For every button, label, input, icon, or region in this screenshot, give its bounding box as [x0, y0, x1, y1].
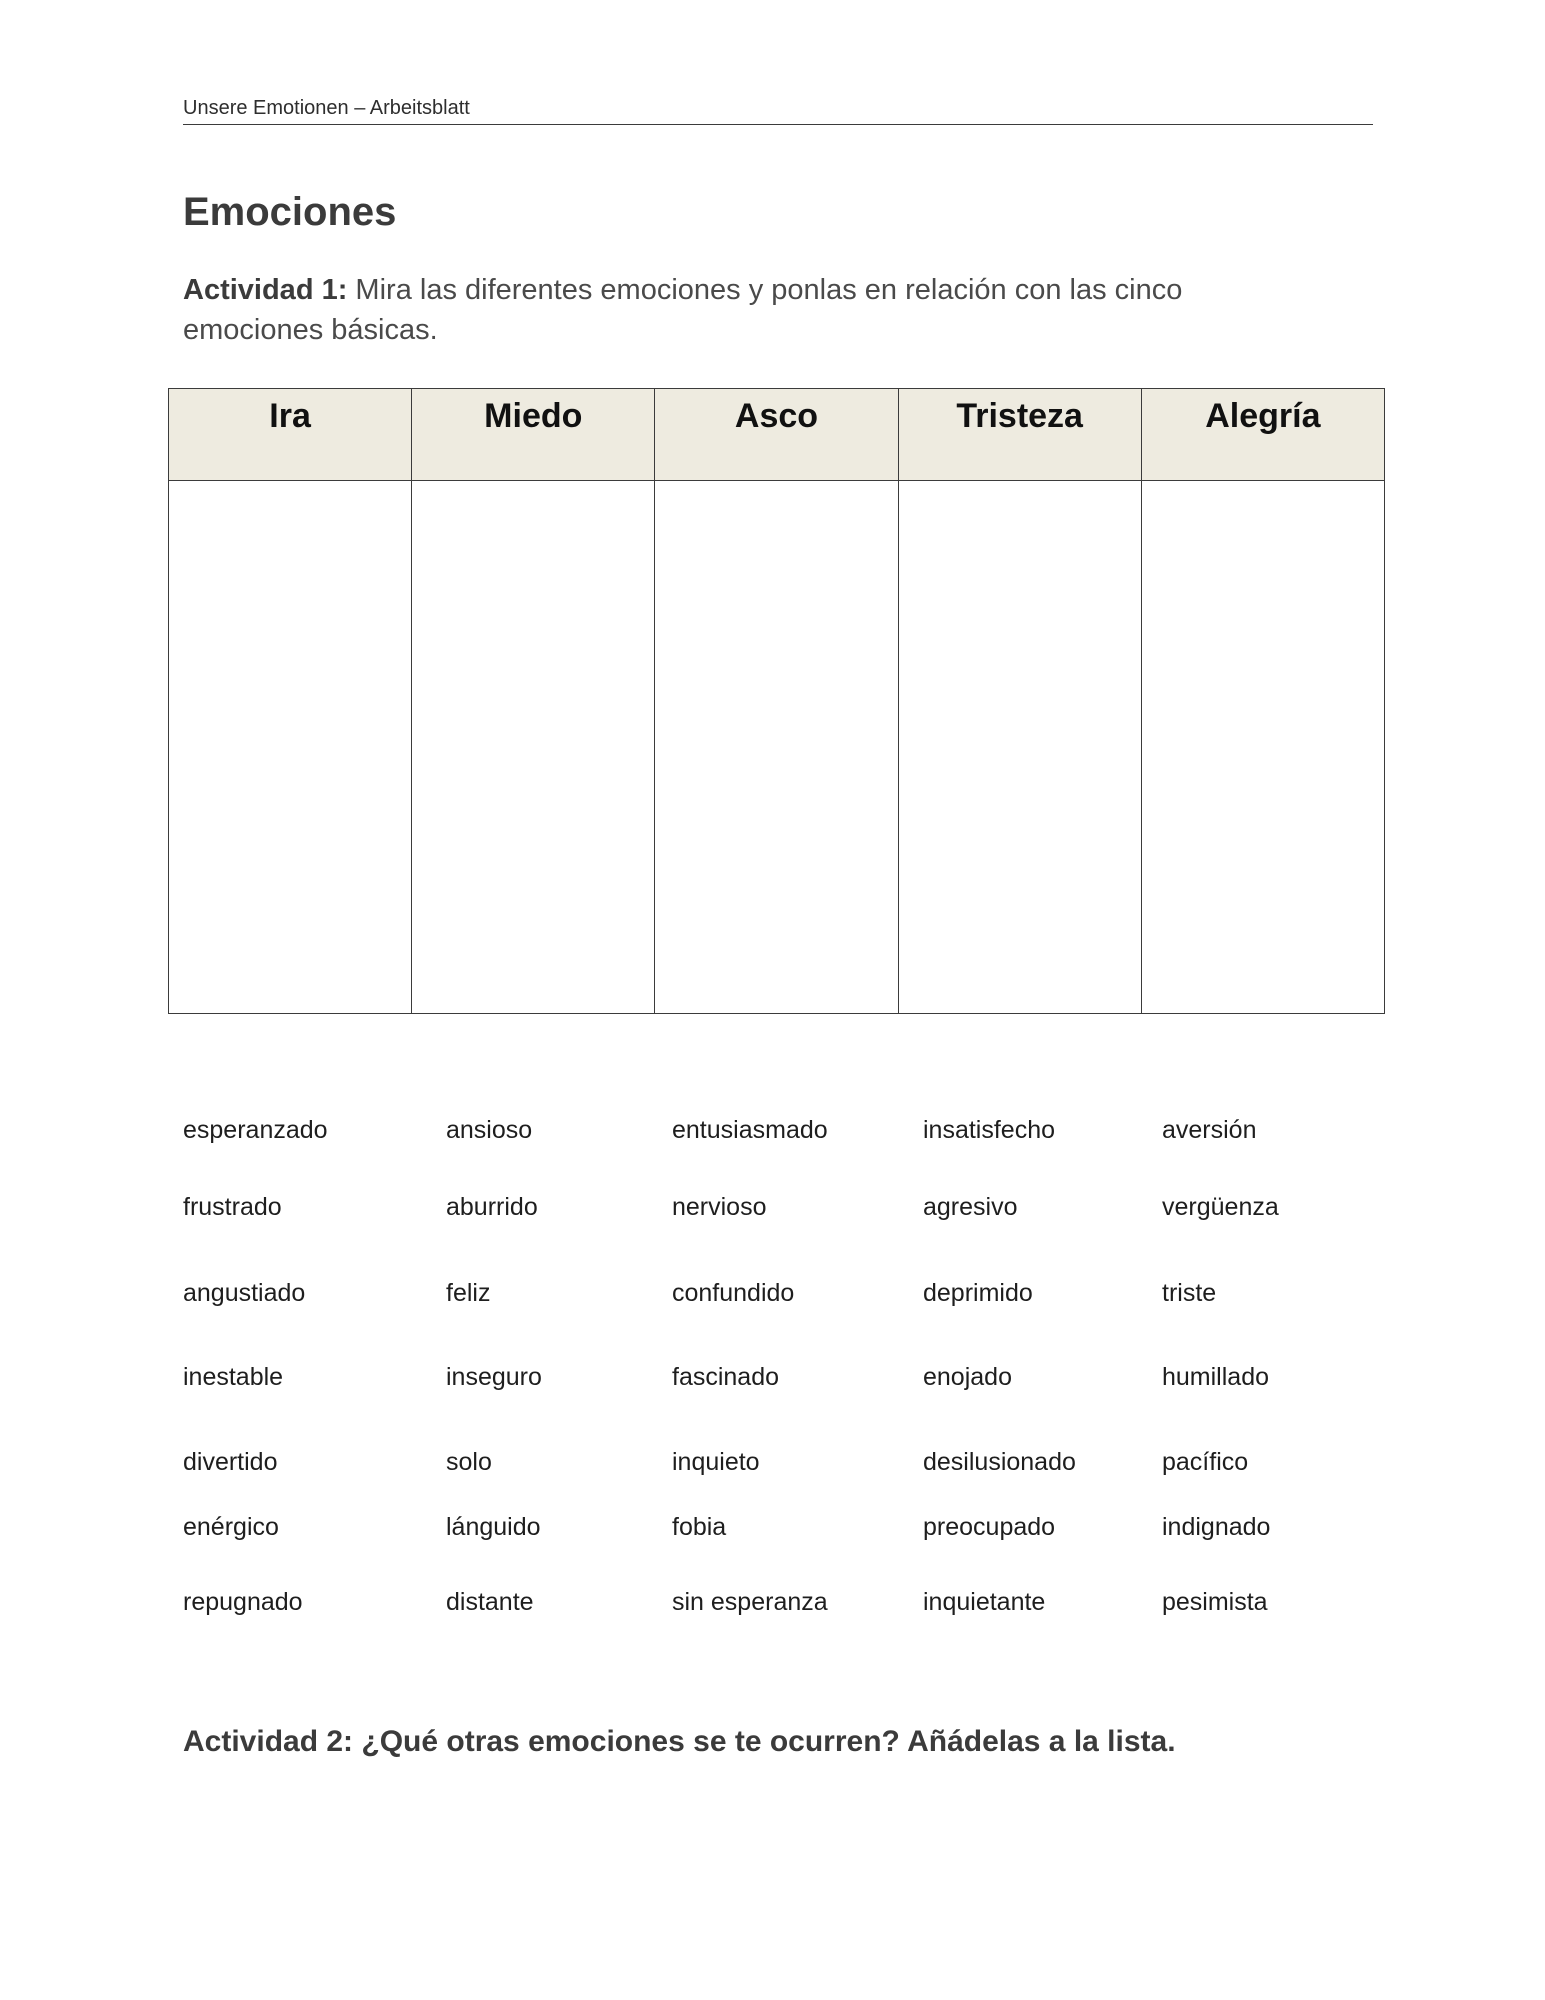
word-item: frustrado	[183, 1193, 282, 1221]
table-answer-row	[169, 481, 1385, 1014]
answer-cell-alegria[interactable]	[1141, 481, 1384, 1014]
word-item: lánguido	[446, 1513, 541, 1541]
header-cell-alegria: Alegría	[1141, 389, 1384, 481]
word-item: enérgico	[183, 1513, 279, 1541]
header-text: Unsere Emotionen – Arbeitsblatt	[183, 97, 470, 119]
word-row	[183, 1585, 1383, 1619]
word-item: inquieto	[672, 1448, 760, 1476]
word-item: inestable	[183, 1363, 284, 1391]
word-row	[183, 1360, 1383, 1394]
activity-1-instructions	[183, 270, 1313, 350]
word-row	[183, 1510, 1383, 1544]
word-item: triste	[1162, 1279, 1217, 1307]
word-item: pesimista	[1162, 1588, 1268, 1616]
table-header-row	[169, 389, 1385, 481]
word-item: repugnado	[183, 1588, 303, 1616]
word-item: preocupado	[923, 1513, 1056, 1541]
header-cell-ira: Ira	[169, 389, 412, 481]
word-item: pacífico	[1162, 1448, 1249, 1476]
word-item: divertido	[183, 1448, 278, 1476]
word-item: confundido	[672, 1279, 795, 1307]
activity-1-label: Actividad 1:	[183, 274, 348, 306]
word-item: aversión	[1162, 1116, 1257, 1144]
word-row	[183, 1445, 1383, 1479]
word-item: desilusionado	[923, 1448, 1076, 1476]
page-header	[183, 92, 1373, 125]
word-item: nervioso	[672, 1193, 767, 1221]
answer-cell-ira[interactable]	[169, 481, 412, 1014]
emotion-table	[168, 388, 1385, 1014]
header-cell-tristeza: Tristeza	[898, 389, 1141, 481]
word-item: fobia	[672, 1513, 727, 1541]
word-item: inseguro	[446, 1363, 542, 1391]
header-cell-miedo: Miedo	[412, 389, 655, 481]
word-item: entusiasmado	[672, 1116, 828, 1144]
header-cell-asco: Asco	[655, 389, 898, 481]
word-item: insatisfecho	[923, 1116, 1056, 1144]
word-item: indignado	[1162, 1513, 1271, 1541]
activity-2-instructions: Actividad 2: ¿Qué otras emociones se te ocurren? Añádelas a la lista.	[183, 1725, 1176, 1758]
word-item: enojado	[923, 1363, 1012, 1391]
word-item: vergüenza	[1162, 1193, 1279, 1221]
word-item: distante	[446, 1588, 534, 1616]
word-item: inquietante	[923, 1588, 1046, 1616]
word-item: feliz	[446, 1279, 491, 1307]
word-item: angustiado	[183, 1279, 306, 1307]
answer-cell-tristeza[interactable]	[898, 481, 1141, 1014]
word-item: sin esperanza	[672, 1588, 828, 1616]
answer-cell-miedo[interactable]	[412, 481, 655, 1014]
word-row	[183, 1190, 1383, 1224]
page-title: Emociones	[183, 190, 397, 234]
word-item: esperanzado	[183, 1116, 328, 1144]
word-item: ansioso	[446, 1116, 533, 1144]
word-row	[183, 1276, 1383, 1310]
word-item: solo	[446, 1448, 492, 1476]
word-row	[183, 1113, 1383, 1147]
word-item: deprimido	[923, 1279, 1033, 1307]
word-item: aburrido	[446, 1193, 538, 1221]
activity-1-text: Mira las diferentes emociones y ponlas en relación con las cinco emociones básicas.	[183, 274, 1183, 346]
word-item: agresivo	[923, 1193, 1018, 1221]
word-item: humillado	[1162, 1363, 1270, 1391]
answer-cell-asco[interactable]	[655, 481, 898, 1014]
word-item: fascinado	[672, 1363, 780, 1391]
